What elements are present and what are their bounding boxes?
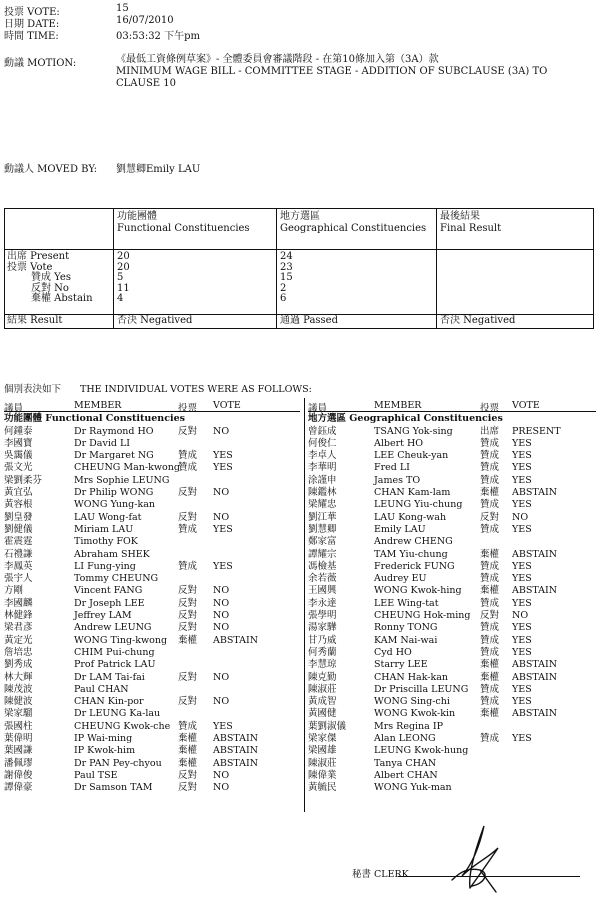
right-member-en-header: MEMBER: [374, 400, 422, 411]
right-vote-en: YES: [512, 523, 532, 535]
left-member-zh: 梁君彥: [4, 622, 33, 634]
motion-text-en-2: CLAUSE 10: [116, 78, 176, 89]
right-member-zh: 王國興: [308, 585, 337, 597]
left-member-en: Abraham SHEK: [74, 548, 150, 560]
right-member-zh: 余若薇: [308, 573, 337, 585]
right-member-en: LEUNG Yiu-chung: [374, 499, 463, 511]
right-vote-en: YES: [512, 696, 532, 708]
left-member-en: Miriam LAU: [74, 523, 134, 535]
right-vote-en: PRESENT: [512, 425, 561, 437]
right-vote-en: ABSTAIN: [512, 585, 558, 597]
right-member-en: WONG Kwok-hing: [374, 585, 462, 597]
left-member-en: Paul TSE: [74, 769, 118, 781]
right-member-en: James TO: [374, 474, 421, 486]
right-vote-en: YES: [512, 646, 532, 658]
right-member-zh: 湯家驊: [308, 622, 337, 634]
left-vote-en: NO: [213, 487, 230, 498]
right-member-zh: 何秀蘭: [308, 646, 337, 658]
left-member-en: Mrs Sophie LEUNG: [74, 474, 170, 486]
motion-label: 動議 MOTION:: [4, 58, 77, 69]
left-member-zh: 方剛: [4, 585, 24, 597]
right-member-zh: 劉江華: [308, 511, 337, 523]
fc-present: 20: [117, 251, 130, 262]
left-vote-en: NO: [213, 622, 230, 634]
left-vote-zh: 贊成: [178, 560, 198, 572]
left-vote-en: NO: [213, 585, 230, 597]
right-member-zh: 張學明: [308, 610, 337, 621]
row-present-label: 出席 Present: [7, 251, 70, 262]
left-vote-zh: 反對: [178, 425, 198, 437]
left-vote-zh: 棄權: [178, 733, 198, 744]
date-label: 日期 DATE:: [4, 19, 60, 30]
left-member-zh: 李國麟: [4, 597, 33, 609]
right-vote-zh: 反對: [480, 610, 500, 621]
row-no-label: 反對 No: [31, 282, 69, 294]
right-section-title: 地方選區 Geographical Constituencies: [308, 413, 503, 424]
individual-votes-title: 個別表決如下 THE INDIVIDUAL VOTES WERE AS FOLLOWS:: [4, 384, 312, 395]
right-member-en: Albert CHAN: [374, 769, 438, 781]
right-member-en: Alan LEONG: [374, 733, 436, 744]
right-vote-en: YES: [512, 462, 532, 474]
left-member-en: Dr Margaret NG: [74, 450, 154, 462]
right-member-zh: 劉慧卿: [308, 523, 337, 535]
right-member-zh: 李永達: [308, 597, 337, 609]
final-header-zh: 最後結果: [440, 211, 480, 222]
right-vote-en: YES: [512, 573, 532, 585]
left-vote-zh: 反對: [178, 487, 198, 498]
right-member-en: CHAN Kam-lam: [374, 487, 451, 498]
right-vote-zh: 贊成: [480, 437, 500, 449]
right-vote-zh-header: 投票: [480, 403, 500, 414]
right-vote-en: ABSTAIN: [512, 659, 558, 671]
right-vote-en: YES: [512, 560, 532, 572]
left-vote-en: YES: [213, 523, 233, 535]
right-member-en: WONG Kwok-kin: [374, 708, 456, 720]
right-vote-zh: 贊成: [480, 573, 500, 585]
left-member-en: CHAN Kin-por: [74, 696, 144, 708]
left-vote-zh: 反對: [178, 622, 198, 634]
left-member-en: CHIM Pui-chung: [74, 646, 155, 658]
left-member-zh: 潘佩璆: [4, 757, 33, 769]
moved-by-label: 動議人 MOVED BY:: [4, 164, 98, 175]
left-vote-zh: 反對: [178, 769, 198, 781]
right-vote-en: ABSTAIN: [512, 671, 558, 683]
row-yes-label: 贊成 Yes: [31, 272, 71, 283]
left-member-zh: 劉秀成: [4, 659, 33, 671]
left-vote-en-header: VOTE: [213, 400, 241, 411]
gc-present: 24: [280, 251, 293, 262]
fc-result: 否決 Negatived: [117, 315, 193, 326]
fc-vote: 20: [117, 261, 130, 273]
right-member-en: TSANG Yok-sing: [374, 425, 453, 437]
gc-no: 2: [280, 282, 287, 294]
right-member-en: Tanya CHAN: [374, 757, 437, 769]
left-member-en: WONG Yung-kan: [74, 499, 155, 511]
right-member-en: WONG Sing-chi: [374, 696, 450, 708]
right-vote-zh: 贊成: [480, 733, 500, 744]
left-member-en: CHEUNG Kwok-che: [74, 720, 171, 732]
left-member-en: Prof Patrick LAU: [74, 659, 156, 671]
right-member-en: WONG Yuk-man: [374, 782, 452, 794]
left-vote-zh: 反對: [178, 585, 198, 597]
left-vote-zh: 反對: [178, 597, 198, 609]
right-member-en: Andrew CHENG: [374, 536, 453, 548]
left-member-zh: 石禮謙: [4, 548, 33, 560]
right-vote-en: YES: [512, 450, 532, 462]
right-member-en: LEE Wing-tat: [374, 597, 439, 609]
right-vote-en: YES: [512, 634, 532, 646]
right-member-zh: 陳淑莊: [308, 683, 337, 695]
left-member-en: Jeffrey LAM: [74, 610, 132, 621]
final-header-en: Final Result: [440, 223, 502, 234]
left-vote-en: YES: [213, 720, 233, 732]
right-member-zh: 馮檢基: [308, 560, 337, 572]
time-value: 03:53:32 下午pm: [116, 31, 200, 42]
left-vote-zh: 反對: [178, 782, 198, 794]
right-vote-en: YES: [512, 683, 532, 695]
left-vote-en: ABSTAIN: [213, 733, 259, 744]
right-member-en: Cyd HO: [374, 646, 412, 658]
right-vote-zh: 贊成: [480, 634, 500, 646]
right-member-en: LEE Cheuk-yan: [374, 450, 449, 462]
right-member-zh-header: 議員: [308, 403, 328, 414]
time-label: 時間 TIME:: [4, 31, 59, 42]
left-vote-zh: 棄權: [178, 634, 198, 646]
fc-no: 11: [117, 282, 130, 294]
left-member-zh: 李鳳英: [4, 560, 33, 572]
right-vote-zh: 贊成: [480, 462, 500, 474]
left-member-en: WONG Ting-kwong: [74, 634, 168, 646]
left-vote-zh: 棄權: [178, 757, 198, 769]
right-member-en: CHAN Hak-kan: [374, 671, 449, 683]
column-divider: [304, 398, 305, 812]
right-vote-en: ABSTAIN: [512, 708, 558, 720]
right-member-zh: 曾鈺成: [308, 425, 337, 437]
left-vote-en: NO: [213, 782, 230, 794]
clerk-signature: [440, 818, 510, 896]
fc-header-zh: 功能團體: [117, 211, 157, 222]
left-vote-en: ABSTAIN: [213, 745, 259, 757]
left-section-title: 功能團體 Functional Constituencies: [4, 413, 185, 424]
left-member-zh: 葉國謙: [4, 745, 33, 757]
left-member-zh: 梁劉柔芬: [4, 474, 43, 486]
left-member-en: Dr PAN Pey-chyou: [74, 757, 162, 769]
left-member-en: Dr Joseph LEE: [74, 597, 145, 609]
left-member-zh: 梁家騮: [4, 708, 33, 720]
right-vote-en: ABSTAIN: [512, 487, 558, 498]
left-vote-zh: 反對: [178, 610, 198, 621]
right-header-rule: [308, 411, 596, 412]
right-member-en: Mrs Regina IP: [374, 720, 444, 732]
left-vote-zh: 贊成: [178, 462, 198, 474]
left-member-zh: 譚偉豪: [4, 782, 33, 794]
fc-header-en: Functional Constituencies: [117, 223, 250, 234]
left-member-zh: 張國柱: [4, 720, 33, 732]
left-vote-en: NO: [213, 610, 230, 621]
left-vote-zh: 反對: [178, 671, 198, 683]
fc-yes: 5: [117, 272, 124, 283]
left-member-zh: 謝偉俊: [4, 769, 33, 781]
summary-table: [4, 208, 594, 329]
left-member-en: Vincent FANG: [74, 585, 143, 597]
left-member-en-header: MEMBER: [74, 400, 122, 411]
right-vote-zh: 贊成: [480, 499, 500, 511]
right-member-en: Frederick FUNG: [374, 560, 455, 572]
left-member-zh: 黃定光: [4, 634, 33, 646]
right-vote-zh: 棄權: [480, 671, 500, 683]
left-vote-zh: 贊成: [178, 523, 198, 535]
left-member-zh: 李國寶: [4, 437, 33, 449]
right-vote-en-header: VOTE: [512, 400, 540, 411]
right-vote-zh: 棄權: [480, 659, 500, 671]
right-member-zh: 黃國健: [308, 708, 337, 720]
right-vote-en: YES: [512, 597, 532, 609]
final-result: 否決 Negatived: [440, 315, 516, 326]
left-member-zh: 張文光: [4, 462, 33, 474]
left-member-en: LI Fung-ying: [74, 560, 136, 572]
left-member-zh: 葉偉明: [4, 733, 33, 744]
left-member-zh: 詹培忠: [4, 646, 33, 658]
right-vote-zh: 贊成: [480, 622, 500, 634]
right-vote-en: YES: [512, 437, 532, 449]
right-vote-en: YES: [512, 733, 532, 744]
right-member-zh: 陳偉業: [308, 769, 337, 781]
left-vote-zh: 反對: [178, 511, 198, 523]
left-member-en: Dr Samson TAM: [74, 782, 153, 794]
left-vote-en: YES: [213, 462, 233, 474]
left-vote-en: ABSTAIN: [213, 634, 259, 646]
left-vote-en: YES: [213, 450, 233, 462]
moved-by-value: 劉慧卿Emily LAU: [116, 164, 201, 175]
left-member-en: Paul CHAN: [74, 683, 129, 695]
left-member-en: IP Kwok-him: [74, 745, 136, 757]
right-member-en: Audrey EU: [374, 573, 427, 585]
left-member-en: Dr LAM Tai-fai: [74, 671, 145, 683]
left-member-zh: 陳茂波: [4, 683, 33, 695]
motion-text: [116, 54, 586, 90]
left-vote-zh-header: 投票: [178, 403, 198, 414]
right-member-zh: 陳鑑林: [308, 487, 337, 498]
left-member-zh: 張宇人: [4, 573, 33, 585]
date-value: 16/07/2010: [116, 15, 174, 26]
right-member-zh: 黃毓民: [308, 782, 337, 794]
right-member-en: Emily LAU: [374, 523, 426, 535]
right-vote-zh: 贊成: [480, 560, 500, 572]
right-member-zh: 黃成智: [308, 696, 337, 708]
fc-abstain: 4: [117, 293, 124, 304]
left-member-en: Dr Raymond HO: [74, 425, 154, 437]
left-member-en: Timothy FOK: [74, 536, 138, 548]
right-vote-zh: 贊成: [480, 683, 500, 695]
clerk-label: 秘書 CLERK: [352, 869, 409, 880]
vote-number: 15: [116, 3, 129, 14]
right-vote-zh: 棄權: [480, 487, 500, 498]
vote-label: 投票 VOTE:: [4, 7, 60, 18]
left-member-en: Dr David LI: [74, 437, 131, 449]
right-member-zh: 李華明: [308, 462, 337, 474]
row-abstain-label: 棄權 Abstain: [31, 293, 93, 304]
right-vote-en: NO: [512, 511, 529, 523]
left-member-zh: 劉健儀: [4, 523, 33, 535]
left-member-en: LAU Wong-fat: [74, 511, 142, 523]
gc-abstain: 6: [280, 293, 287, 304]
gc-result: 通過 Passed: [280, 315, 339, 326]
left-member-en: IP Wai-ming: [74, 733, 133, 744]
right-member-en: LAU Kong-wah: [374, 511, 447, 523]
left-member-zh: 林健鋒: [4, 610, 33, 621]
right-member-zh: 梁國雄: [308, 745, 337, 757]
right-member-en: Fred LI: [374, 462, 410, 474]
right-member-en: TAM Yiu-chung: [374, 548, 448, 560]
left-vote-en: NO: [213, 425, 230, 437]
right-member-en: Albert HO: [374, 437, 424, 449]
left-vote-zh: 贊成: [178, 450, 198, 462]
left-member-zh: 陳健波: [4, 696, 33, 708]
right-vote-zh: 贊成: [480, 523, 500, 535]
row-vote-label: 投票 Vote: [7, 261, 53, 273]
right-vote-en: ABSTAIN: [512, 548, 558, 560]
left-vote-en: YES: [213, 560, 233, 572]
right-member-zh: 李卓人: [308, 450, 337, 462]
right-member-zh: 梁家傑: [308, 733, 337, 744]
gc-header-zh: 地方選區: [280, 211, 320, 222]
left-vote-zh: 贊成: [178, 720, 198, 732]
right-vote-zh: 反對: [480, 511, 500, 523]
right-member-zh: 甘乃威: [308, 634, 337, 646]
right-member-zh: 梁耀忠: [308, 499, 337, 511]
left-member-en: Tommy CHEUNG: [74, 573, 159, 585]
right-member-zh: 譚耀宗: [308, 548, 337, 560]
left-member-en: Dr LEUNG Ka-lau: [74, 708, 161, 720]
right-member-zh: 葉劉淑儀: [308, 720, 347, 732]
left-vote-en: NO: [213, 671, 230, 683]
right-vote-zh: 贊成: [480, 474, 500, 486]
motion-text-en-1: MINIMUM WAGE BILL - COMMITTEE STAGE - ADDITION OF SUBCLAUSE (3A) TO: [116, 66, 548, 77]
left-member-zh: 何鍾泰: [4, 425, 33, 437]
right-member-zh: 涂謹申: [308, 474, 337, 486]
left-vote-en: NO: [213, 511, 230, 523]
right-vote-zh: 棄權: [480, 585, 500, 597]
left-member-zh: 黃宜弘: [4, 487, 33, 498]
right-vote-zh: 贊成: [480, 646, 500, 658]
left-vote-zh: 反對: [178, 696, 198, 708]
left-header-rule: [4, 411, 300, 412]
left-vote-en: NO: [213, 769, 230, 781]
right-member-en: Ronny TONG: [374, 622, 438, 634]
gc-yes: 15: [280, 272, 293, 283]
right-member-en: CHEUNG Hok-ming: [374, 610, 471, 621]
left-member-zh: 劉皇發: [4, 511, 33, 523]
right-member-zh: 李慧琼: [308, 659, 337, 671]
motion-text-zh: 《最低工資條例草案》- 全體委員會審議階段 - 在第10條加入第（3A）款: [116, 54, 439, 65]
right-vote-en: YES: [512, 622, 532, 634]
left-member-en: CHEUNG Man-kwong: [74, 462, 180, 474]
left-vote-en: ABSTAIN: [213, 757, 259, 769]
right-vote-en: YES: [512, 499, 532, 511]
right-member-en: KAM Nai-wai: [374, 634, 438, 646]
left-vote-zh: 棄權: [178, 745, 198, 757]
right-vote-zh: 贊成: [480, 696, 500, 708]
left-member-en: Andrew LEUNG: [74, 622, 152, 634]
right-vote-zh: 棄權: [480, 708, 500, 720]
row-result-label: 結果 Result: [7, 315, 63, 326]
left-member-zh: 吳靄儀: [4, 450, 33, 462]
left-vote-en: NO: [213, 696, 230, 708]
right-vote-en: YES: [512, 474, 532, 486]
right-member-en: Dr Priscilla LEUNG: [374, 683, 469, 695]
gc-header-en: Geographical Constituencies: [280, 223, 427, 234]
left-member-zh-header: 議員: [4, 403, 24, 414]
left-vote-en: NO: [213, 597, 230, 609]
right-member-zh: 鄭家富: [308, 536, 337, 548]
left-member-zh: 林大輝: [4, 671, 33, 683]
left-member-en: Dr Philip WONG: [74, 487, 154, 498]
right-vote-zh: 棄權: [480, 548, 500, 560]
right-member-zh: 陳克勤: [308, 671, 337, 683]
right-member-zh: 陳淑莊: [308, 757, 337, 769]
right-vote-zh: 出席: [480, 425, 500, 437]
right-vote-zh: 贊成: [480, 450, 500, 462]
gc-vote: 23: [280, 261, 293, 273]
right-member-en: Starry LEE: [374, 659, 428, 671]
right-vote-zh: 贊成: [480, 597, 500, 609]
left-member-zh: 黃容根: [4, 499, 33, 511]
left-member-zh: 霍震霆: [4, 536, 33, 548]
right-member-zh: 何俊仁: [308, 437, 337, 449]
right-member-en: LEUNG Kwok-hung: [374, 745, 469, 757]
right-vote-en: NO: [512, 610, 529, 621]
